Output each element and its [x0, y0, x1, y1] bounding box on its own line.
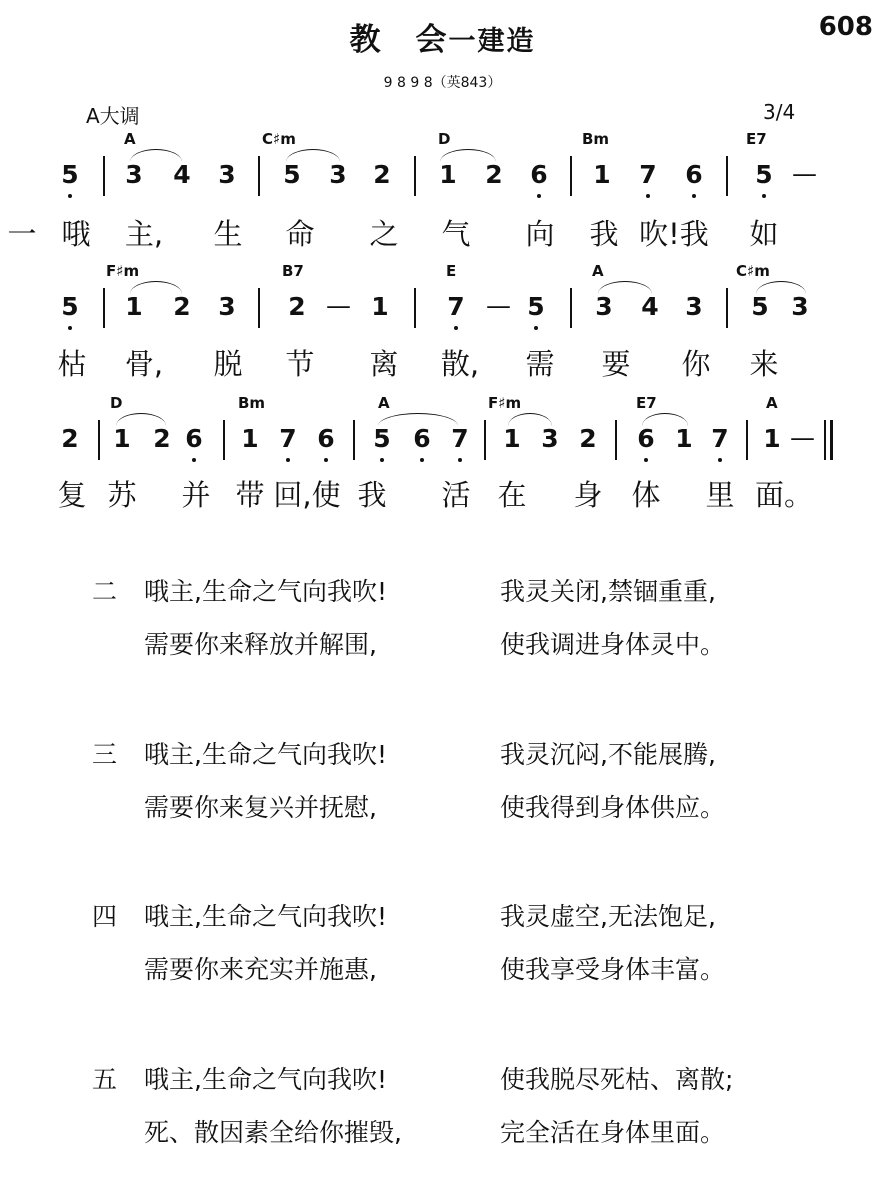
lyric: 主,	[124, 217, 164, 251]
chord-symbol: E7	[636, 394, 657, 412]
verse-number: 三	[92, 740, 118, 769]
note: 2	[173, 292, 191, 321]
note: 7	[639, 160, 657, 189]
verse-number: 二	[92, 577, 118, 606]
hymn-number: 608	[818, 12, 873, 42]
note: 1	[241, 424, 259, 453]
score-line-1	[0, 130, 885, 198]
lyric: 需	[525, 347, 555, 381]
note: 5	[61, 160, 79, 189]
chord-symbol: Bm	[582, 130, 610, 148]
bar-line	[746, 420, 748, 460]
note: 6	[685, 160, 703, 189]
verse-line: 哦主,生命之气向我吹!	[144, 740, 387, 769]
verse-line: 哦主,生命之气向我吹!	[144, 902, 387, 931]
bar-line	[258, 288, 260, 328]
verse-line: 死、散因素全给你摧毁,	[144, 1118, 402, 1147]
note: 5	[755, 160, 773, 189]
note: 3	[791, 292, 809, 321]
lyric: 来	[749, 347, 779, 381]
note: 3	[541, 424, 559, 453]
bar-line	[103, 288, 105, 328]
bar-line	[414, 156, 416, 196]
verse-line: 使我得到身体供应。	[500, 793, 726, 822]
chord-symbol: A	[378, 394, 390, 412]
lyric: 活	[441, 478, 471, 512]
octave-dot	[192, 458, 196, 462]
octave-dot	[454, 326, 458, 330]
chord-symbol: A	[766, 394, 778, 412]
verse-line: 需要你来释放并解围,	[144, 630, 377, 659]
chord-symbol: E	[446, 262, 457, 280]
lyric: 节	[285, 347, 315, 381]
final-bar-line-thick	[830, 420, 833, 460]
bar-line	[98, 420, 100, 460]
lyrics-line-1	[0, 212, 885, 262]
note: 6	[185, 424, 203, 453]
octave-dot	[534, 326, 538, 330]
lyric: 哦	[61, 217, 91, 251]
lyric: 带	[235, 478, 265, 512]
chord-symbol: Bm	[238, 394, 266, 412]
verse-line: 使我脱尽死枯、离散;	[500, 1065, 734, 1094]
chord-symbol: A	[124, 130, 136, 148]
score-line-2	[0, 262, 885, 330]
octave-dot	[458, 458, 462, 462]
note-dash: —	[792, 159, 817, 188]
lyric: 枯	[57, 347, 87, 381]
bar-line	[258, 156, 260, 196]
lyric: 苏	[107, 478, 137, 512]
note: 2	[288, 292, 306, 321]
lyric: 我	[357, 478, 387, 512]
verse-line: 哦主,生命之气向我吹!	[144, 577, 387, 606]
verse-number: 四	[92, 902, 118, 931]
hymn-title	[0, 14, 885, 59]
bar-line	[570, 288, 572, 328]
note: 2	[579, 424, 597, 453]
note: 1	[371, 292, 389, 321]
lyric: 我	[589, 217, 619, 251]
chord-symbol: E7	[746, 130, 767, 148]
note: 3	[685, 292, 703, 321]
lyric: 身	[573, 478, 603, 512]
title-sub: 一建造	[448, 26, 536, 57]
chord-symbol: F♯m	[488, 394, 522, 412]
lyric: 在	[497, 478, 527, 512]
chord-symbol: D	[110, 394, 123, 412]
note: 6	[317, 424, 335, 453]
octave-dot	[286, 458, 290, 462]
note: 7	[451, 424, 469, 453]
chord-symbol: C♯m	[262, 130, 296, 148]
lyric: 要	[601, 347, 631, 381]
lyric: 并	[181, 478, 211, 512]
final-bar-line	[824, 420, 826, 460]
lyric: 离	[369, 347, 399, 381]
lyric: 吹!我	[639, 217, 709, 251]
chord-symbol: F♯m	[106, 262, 140, 280]
lyric: 复	[57, 478, 87, 512]
octave-dot	[68, 194, 72, 198]
note: 1	[763, 424, 781, 453]
bar-line	[726, 156, 728, 196]
bar-line	[615, 420, 617, 460]
lyric: 你	[681, 347, 711, 381]
note: 4	[641, 292, 659, 321]
octave-dot	[420, 458, 424, 462]
verse-line: 需要你来充实并施惠,	[144, 955, 377, 984]
chord-symbol: A	[592, 262, 604, 280]
note: 1	[593, 160, 611, 189]
verse-line: 使我享受身体丰富。	[500, 955, 726, 984]
bar-line	[223, 420, 225, 460]
note: 1	[113, 424, 131, 453]
octave-dot	[537, 194, 541, 198]
note: 1	[439, 160, 457, 189]
note-dash: —	[486, 291, 511, 320]
note: 1	[125, 292, 143, 321]
lyric: 命	[285, 217, 315, 251]
note: 1	[503, 424, 521, 453]
bar-line	[726, 288, 728, 328]
score-line-3	[0, 394, 885, 462]
lyrics-line-2	[0, 342, 885, 392]
verse-line: 哦主,生命之气向我吹!	[144, 1065, 387, 1094]
lyric: 里	[705, 478, 735, 512]
lyric: 骨,	[124, 347, 164, 381]
bar-line	[353, 420, 355, 460]
octave-dot	[692, 194, 696, 198]
note: 6	[530, 160, 548, 189]
verse-line: 完全活在身体里面。	[500, 1118, 726, 1147]
lyric: 脱	[213, 347, 243, 381]
note: 5	[283, 160, 301, 189]
chord-symbol: D	[438, 130, 451, 148]
lyric: 散,	[440, 347, 480, 381]
lyric: 体	[631, 478, 661, 512]
note: 5	[61, 292, 79, 321]
note: 7	[279, 424, 297, 453]
note: 2	[61, 424, 79, 453]
note-dash: —	[326, 291, 351, 320]
bar-line	[570, 156, 572, 196]
note: 2	[153, 424, 171, 453]
note: 3	[595, 292, 613, 321]
note-dash: —	[790, 423, 815, 452]
note: 2	[485, 160, 503, 189]
octave-dot	[324, 458, 328, 462]
bar-line	[484, 420, 486, 460]
lyric: 一	[7, 217, 37, 251]
lyric: 生	[213, 217, 243, 251]
verse-number: 五	[92, 1065, 118, 1094]
octave-dot	[646, 194, 650, 198]
verse-line: 我灵虚空,无法饱足,	[500, 902, 716, 931]
note: 3	[218, 160, 236, 189]
note: 3	[125, 160, 143, 189]
verse-line: 使我调进身体灵中。	[500, 630, 726, 659]
time-signature: 3/4	[763, 100, 796, 124]
note: 4	[173, 160, 191, 189]
lyrics-line-3	[0, 473, 885, 523]
lyric: 向	[525, 217, 555, 251]
note: 3	[218, 292, 236, 321]
lyric: 如	[749, 217, 779, 251]
verse-line: 需要你来复兴并抚慰,	[144, 793, 377, 822]
octave-dot	[644, 458, 648, 462]
note: 5	[527, 292, 545, 321]
note: 2	[373, 160, 391, 189]
meter-label: 9 8 9 8（英843）	[383, 75, 502, 91]
octave-dot	[380, 458, 384, 462]
chord-symbol: B7	[282, 262, 304, 280]
verse-line: 我灵关闭,禁锢重重,	[500, 577, 716, 606]
bar-line	[414, 288, 416, 328]
key-signature: A大调	[86, 104, 140, 128]
lyric: 回,使	[273, 478, 341, 512]
chord-symbol: C♯m	[736, 262, 770, 280]
octave-dot	[762, 194, 766, 198]
note: 5	[373, 424, 391, 453]
title-main: 教 会	[349, 22, 449, 58]
lyric: 之	[369, 217, 399, 251]
note: 6	[637, 424, 655, 453]
lyric: 气	[441, 217, 471, 251]
note: 7	[447, 292, 465, 321]
octave-dot	[718, 458, 722, 462]
note: 3	[329, 160, 347, 189]
note: 1	[675, 424, 693, 453]
verse-line: 我灵沉闷,不能展腾,	[500, 740, 716, 769]
bar-line	[103, 156, 105, 196]
lyric: 面。	[754, 478, 813, 512]
note: 5	[751, 292, 769, 321]
note: 7	[711, 424, 729, 453]
note: 6	[413, 424, 431, 453]
octave-dot	[68, 326, 72, 330]
